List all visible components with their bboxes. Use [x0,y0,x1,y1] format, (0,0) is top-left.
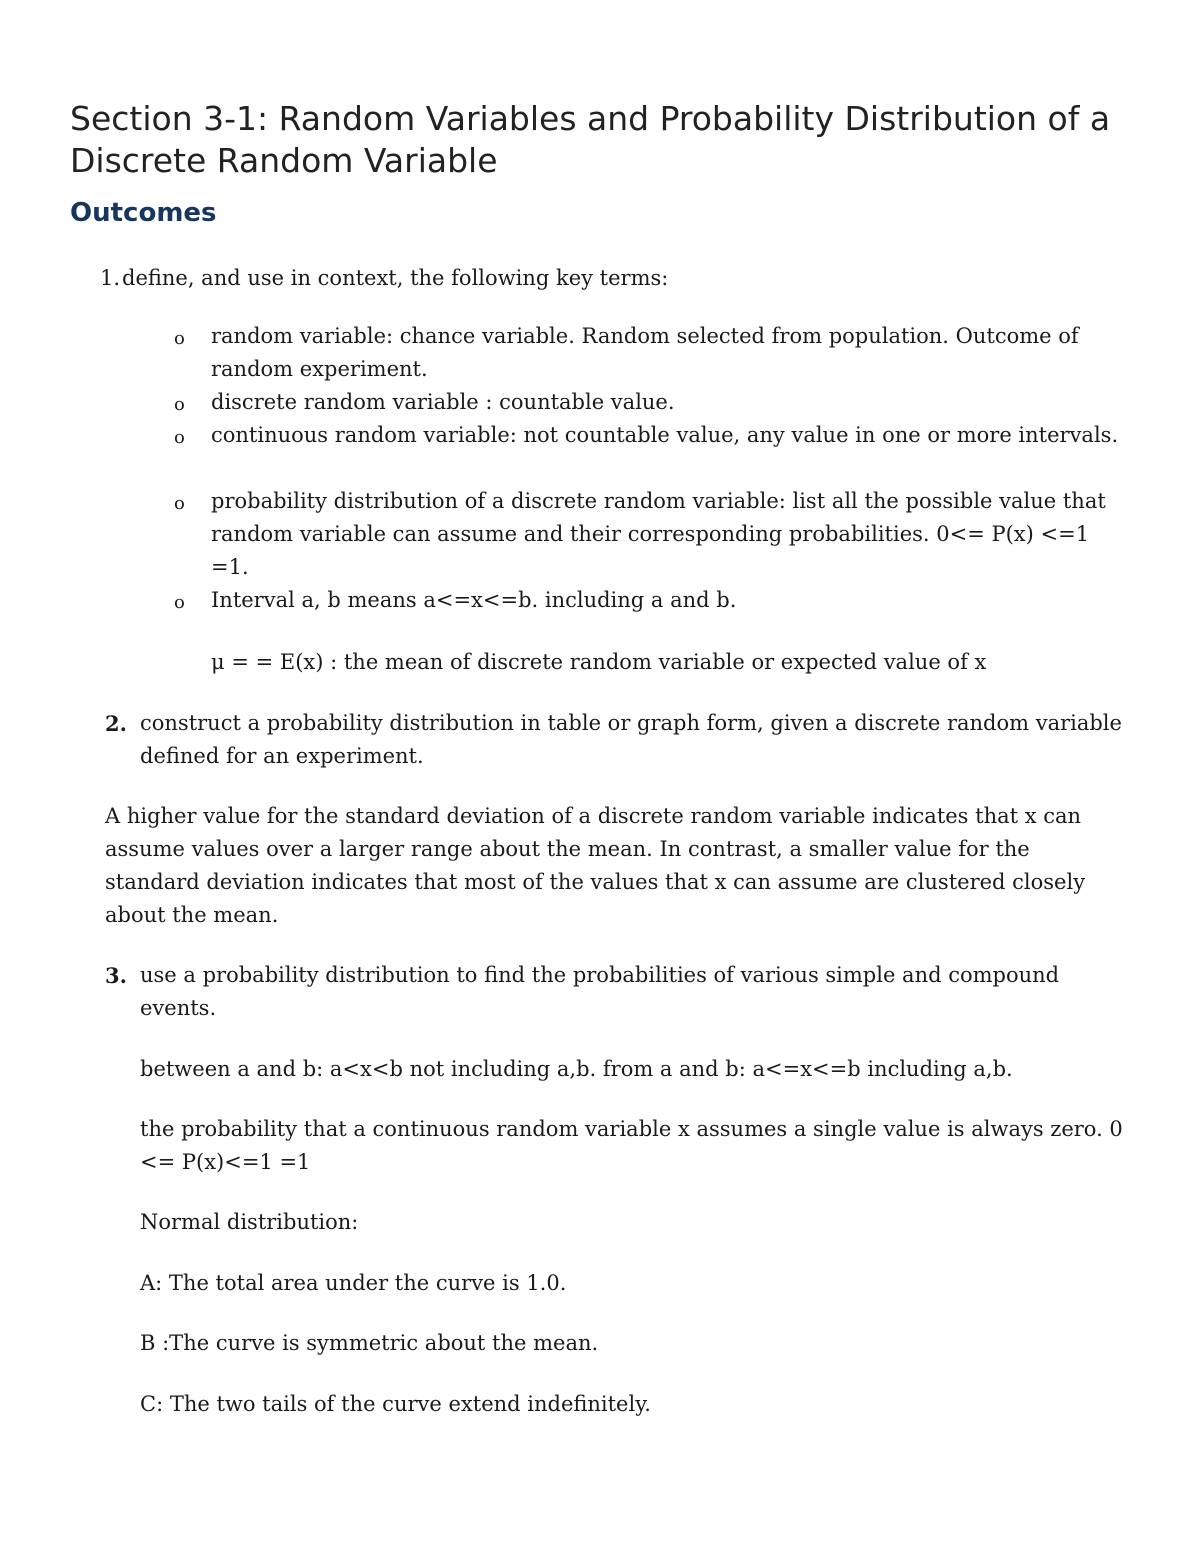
bullet-marker: o [174,394,185,415]
bullet-continuous-random-variable: continuous random variable: not countable value, any value in one or more intervals. [211,423,1119,447]
item-2-text: construct a probability distribution in table or graph form, given a discrete random variable defined for an experiment. [140,711,1122,768]
std-deviation-paragraph: A higher value for the standard deviation of a discrete random variable indicates that x can assume values over a larger range about the mean. In contrast, a smaller value for the standard deviation indicates that most of the values that x can assume are clustered closely about the mean. [105,804,1086,927]
item-1-number: 1. [100,266,121,290]
mean-definition: μ = = E(x) : the mean of discrete random variable or expected value of x [211,650,987,674]
bullet-marker: o [174,328,185,349]
bullet-marker: o [174,493,185,514]
normal-property-b: B :The curve is symmetric about the mean. [140,1331,599,1355]
bullet-probability-distribution: probability distribution of a discrete random variable: list all the possible value that random variable can assume and their corresponding probabilities. 0<= P(x) <=1 =1. [211,489,1106,579]
bullet-interval: Interval a, b means a<=x<=b. including a and b. [211,588,737,612]
continuous-probability-line: the probability that a continuous random variable x assumes a single value is always zero. 0 <= P(x)<=1 =1 [140,1117,1123,1174]
item-3-number: 3. [105,963,127,988]
normal-distribution-heading: Normal distribution: [140,1210,359,1234]
bullet-marker: o [174,427,185,448]
between-line: between a and b: a<x<b not including a,b. from a and b: a<=x<=b including a,b. [140,1057,1013,1081]
bullet-marker: o [174,592,185,613]
item-1-text: define, and use in context, the following key terms: [122,266,669,290]
item-2-number: 2. [105,711,127,736]
outcomes-heading: Outcomes [70,198,217,228]
normal-property-c: C: The two tails of the curve extend indefinitely. [140,1392,651,1416]
bullet-discrete-random-variable: discrete random variable : countable value. [211,390,675,414]
normal-property-a: A: The total area under the curve is 1.0. [140,1271,567,1295]
bullet-random-variable: random variable: chance variable. Random selected from population. Outcome of random experiment. [211,324,1079,381]
item-3-text: use a probability distribution to find the probabilities of various simple and compound events. [140,963,1060,1020]
page-title: Section 3-1: Random Variables and Probability Distribution of a Discrete Random Variable [70,99,1111,180]
